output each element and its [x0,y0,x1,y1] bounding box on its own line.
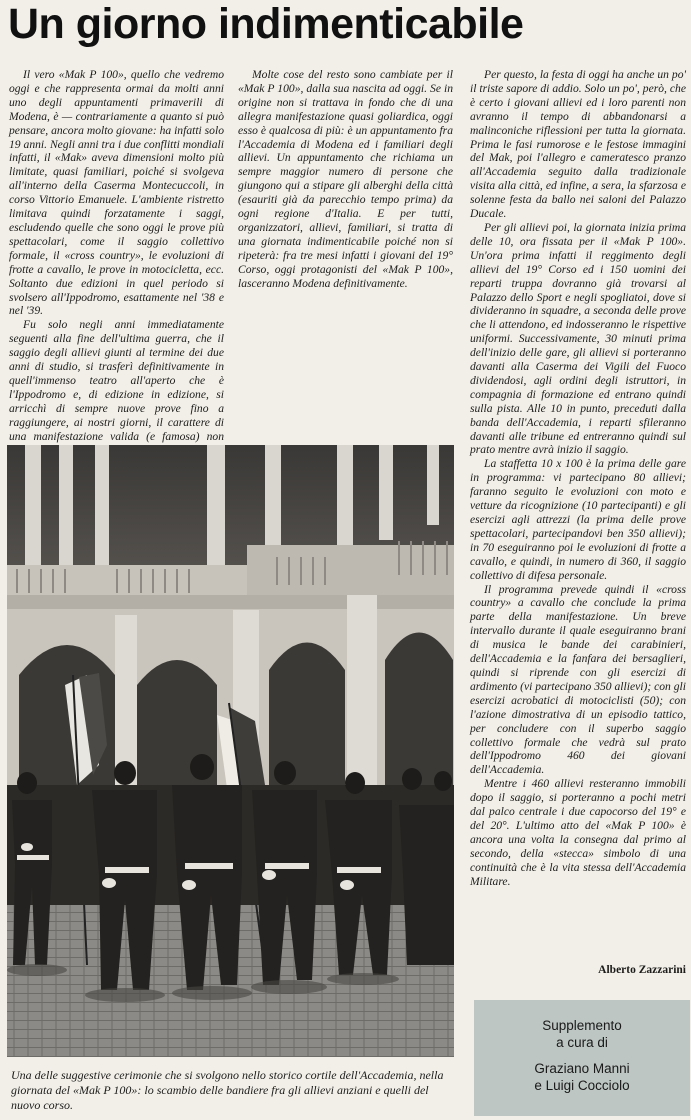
headline: Un giorno indimenticabile [8,0,524,48]
supplement-box [474,1000,690,1116]
article-column-1 [9,68,224,443]
article-paragraph: Mentre i 460 allievi resteranno immobili dopo il saggio, si porteranno a pochi metri dal palco centrale i due capocorso del 19° e del 20°. L'ultimo atto del «Mak P 100» è ancora una volta la consegna dal primo al secondo, della «stecca» simbolo di una continuità che è la vita stessa dell'Accademia Militare. [470,777,686,888]
news-photo [7,445,454,1057]
article-paragraph: Fu solo negli anni immediatamente seguenti alla fine dell'ultima guerra, che il saggio degli allievi giunti al termine dei due anni di studio, si trasferì definitivamente in quell'immenso teatro all'aperto che è l'Ippodromo e, di edizione in edizione, si arricchì di sempre nuove prove fino a raggiungere, ai nostri giorni, il carattere di una manifestazione valida (e famosa) non [9,318,224,443]
article-column-2 [238,68,453,413]
supplement-editor-1: Graziano Manni [534,1061,630,1077]
supplement-label: Supplemento [542,1018,622,1033]
supplement-editor-2: e Luigi Cocciolo [534,1077,630,1093]
courtyard-ceremony-photo [7,445,454,1057]
article-paragraph: Per gli allievi poi, la giornata inizia prima delle 10, ora fissata per il «Mak P 100». Un'ora prima infatti il reggimento degli allievi del 19° Corso ed i 150 uomini dei reparti truppa dovranno già trovarsi al Palazzo dello Sport e negli spogliatoi, dove si divideranno in squadre, a seconda delle prove che li attendono, ed indosseranno le rispettive uniformi. Successivamente, 30 minuti prima dell'inizio delle gare, gli allievi si porteranno davanti alla Caserma dei Vigili del Fuoco dividendosi, agli ordini degli istruttori, in compagnia di formazione ed entrano quindi sulla pista. Alle 10 in punto, preceduti dalla banda dell'Accademia, i reparti sfileranno davanti alle tribune ed entreranno quindi sul prato mentre avrà inizio il saggio. [470,220,686,457]
article-paragraph: Il vero «Mak P 100», quello che vedremo oggi e che rappresenta ormai da molti anni uno degli appuntamenti primaverili di Modena, è — contrariamente a quanto si può pensare, ancora molto giovane: ha infatti solo 19 anni. Negli anni tra i due conflitti mondiali infatti, il «Mak» aveva dimensioni molto più limitate, quasi familiari, poiché si svolgeva all'interno della Caserma Montecuccoli, in corso Vittorio Emanuele. L'ambiente ristretto limitava quindi forzatamente i saggi, escludendo quelle che sono oggi le prove più spettacolari, come il saggio collettivo formale, il «cross country», le evoluzioni di frotte a cavallo, le prove in motocicletta, ecc. Soltanto due edizioni in quel periodo si svolsero all'Ippodromo, esattamente nel '38 e nel '39. [9,68,224,318]
photo-caption: Una delle suggestive cerimonie che si svolgono nello storico cortile dell'Accademia, nella giornata del «Mak P 100»: lo scambio delle bandiere fra gli allievi anziani e quelli del nuovo corso. [11,1068,444,1113]
supplement-curated-by: a cura di [556,1034,608,1050]
article-paragraph: Per questo, la festa di oggi ha anche un po' il triste sapore di addio. Solo un po', però, che è certo i giovani allievi ed i loro parenti non avranno il tempo di abbandonarsi a malinconiche riflessioni per tutta la giornata. Prima le fasi rumorose e le festose immagini del Mak, poi l'allegro e cameratesco pranzo all'Accademia seguito dalla tradizionale visita alla città, ed infine, a sera, la sfarzosa e solenne festa da ballo nei saloni del Palazzo Ducale. [470,68,686,221]
article-column-3 [470,68,686,968]
author-byline: Alberto Zazzarini [598,964,686,976]
article-paragraph: La staffetta 10 x 100 è la prima delle gare in programma: vi partecipano 80 allievi; faranno seguito le evoluzioni con moto e vetture da ricognizione (10 partecipanti) e gli esercizi agli attrezzi (la prima delle prove spettacolari, partecipandovi ben 350 allievi); in 70 eseguiranno poi le evoluzioni di frotte a cavallo, e quindi, in numero di 360, il saggio collettivo di difesa personale. [470,457,686,582]
article-paragraph: Molte cose del resto sono cambiate per il «Mak P 100», dalla sua nascita ad oggi. Se in origine non si trattava in fondo che di una allegra manifestazione quasi goliardica, oggi esso è qualcosa di più: è un appuntamento fra l'Accademia di Modena ed i familiari degli allievi. Un appuntamento che richiama un sempre maggior numero di persone che giungono qui a stipare gli alberghi della città (esauriti già da parecchio tempo prima) da ogni regione d'Italia. E per tutti, organizzatori, allievi, familiari, si tratta di una giornata indimenticabile poiché non si ripeterà: fra tre mesi infatti i giovani del 19° Corso, oggi protagonisti del «Mak P 100», lasceranno Modena definitivamente. [238,68,453,290]
article-paragraph: Il programma prevede quindi il «cross country» a cavallo che conclude la prima parte della manifestazione. Un breve intervallo durante il quale eseguiranno brani di musica le bande dei carabinieri, dell'Accademia e la fanfara dei bersaglieri, quindi si riprende con gli esercizi di ardimento (vi partecipano 350 allievi); con gli esercizi acrobatici di motociclisti (50); con l'azione dimostrativa di un episodio tattico, per concludere con il superbo saggio collettivo formale che vedrà sul prato dell'Ippodromo 460 dei giovani dell'Accademia. [470,582,686,777]
